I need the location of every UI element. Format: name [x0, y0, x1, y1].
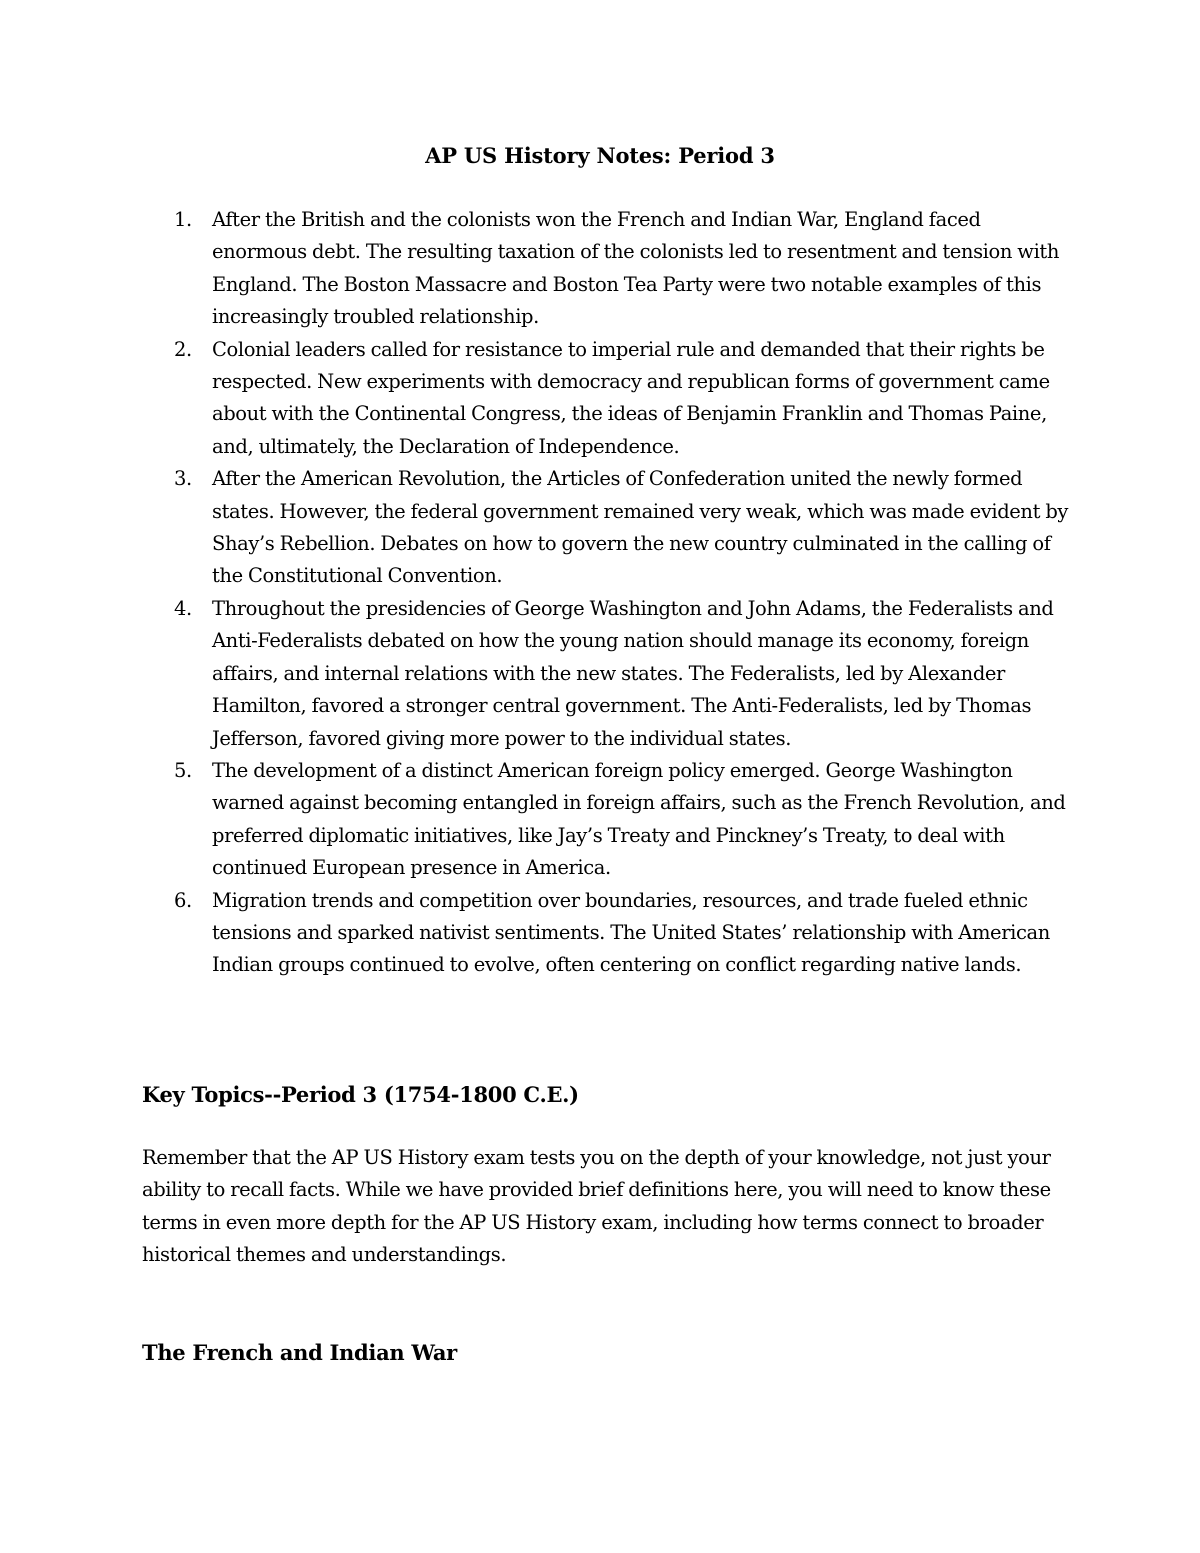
- list-item-number: 5.: [174, 758, 192, 782]
- list-item-number: 1.: [174, 208, 192, 231]
- list-item-number: 4.: [174, 596, 192, 620]
- intro-paragraph: Remember that the AP US History exam tests you on the depth of your knowledge, not just your ability to recall facts. While we have provided brief definitions here, you will need to know these terms in even more depth for the AP US History exam, including how terms connect to broader historical themes and understandings.: [142, 1146, 1051, 1267]
- key-topics-heading: Key Topics--Period 3 (1754-1800 C.E.): [142, 1082, 579, 1107]
- list-item-text: After the British and the colonists won the French and Indian War, England faced enormous debt. The resulting taxation of the colonists led to resentment and tension with England. The Boston Massacre and Boston Tea Party were two notable examples of this increasingly troubled relationship.: [212, 208, 1060, 329]
- section-heading: The French and Indian War: [142, 1340, 457, 1365]
- list-item-text: Migration trends and competition over boundaries, resources, and trade fueled ethnic tensions and sparked nativist sentiments. The United States’ relationship with American Indian groups continued to evolve, often centering on conflict regarding native lands.: [212, 888, 1050, 977]
- list-item: [174, 885, 1072, 982]
- list-item: [174, 593, 1072, 755]
- notes-list: [174, 204, 1072, 982]
- list-item: [174, 204, 1072, 334]
- list-item-number: 2.: [174, 337, 192, 361]
- list-item: [174, 463, 1072, 593]
- list-item-text: Throughout the presidencies of George Washington and John Adams, the Federalists and Anti-Federalists debated on how the young nation should manage its economy, foreign affairs, and internal relations with the new states. The Federalists, led by Alexander Hamilton, favored a stronger central government. The Anti-Federalists, led by Thomas Jefferson, favored giving more power to the individual states.: [212, 596, 1054, 750]
- list-item-number: 3.: [174, 467, 192, 491]
- list-item: [174, 334, 1072, 464]
- list-item: [174, 755, 1072, 885]
- list-item-text: Colonial leaders called for resistance to imperial rule and demanded that their rights be respected. New experiments with democracy and republican forms of government came about with the Continental Congress, the ideas of Benjamin Franklin and Thomas Paine, and, ultimately, the Declaration of Independence.: [212, 337, 1050, 458]
- list-item-text: After the American Revolution, the Articles of Confederation united the newly formed states. However, the federal government remained very weak, which was made evident by Shay’s Rebellion. Debates on how to govern the new country culminated in the calling of the Constitutional Convention.: [212, 467, 1069, 588]
- list-item-text: The development of a distinct American foreign policy emerged. George Washington warned against becoming entangled in foreign affairs, such as the French Revolution, and preferred diplomatic initiatives, like Jay’s Treaty and Pinckney’s Treaty, to deal with continued European presence in America.: [212, 758, 1066, 880]
- list-item-number: 6.: [174, 888, 192, 912]
- page-title: AP US History Notes: Period 3: [425, 143, 775, 168]
